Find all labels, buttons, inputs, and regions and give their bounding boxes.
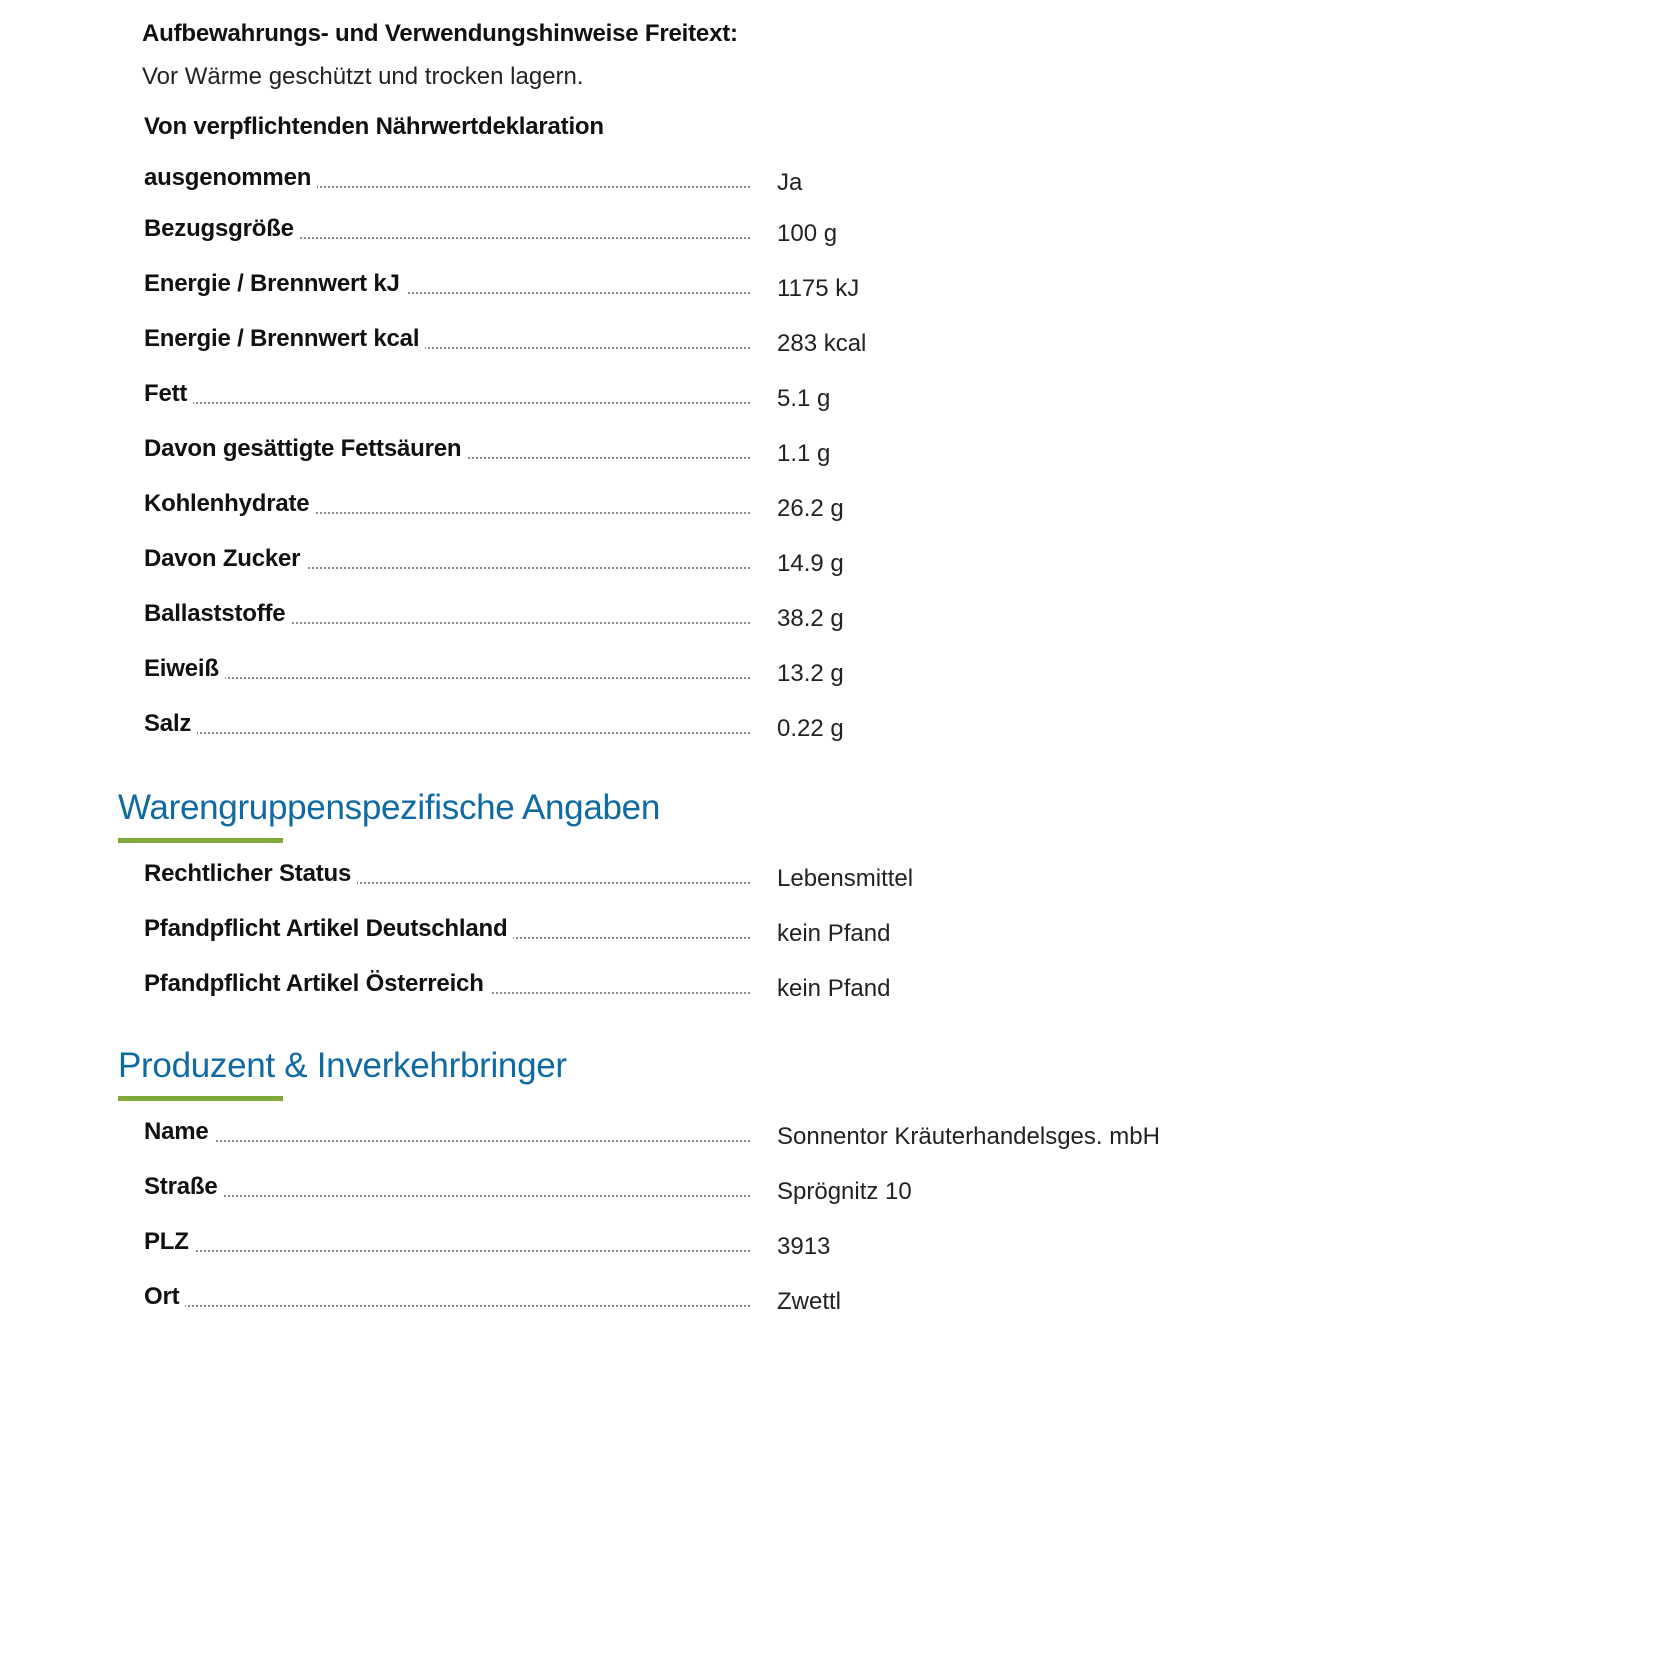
row-label: Name [144, 1117, 215, 1147]
row-value: Lebensmittel [777, 865, 914, 892]
row-value: 3913 [777, 1233, 831, 1260]
row-value: 1.1 g [777, 440, 831, 467]
dotted-leader [144, 1140, 750, 1142]
row-label: Rechtlicher Status [144, 859, 357, 889]
nutrition-row [144, 709, 1544, 749]
row-value: 26.2 g [777, 495, 844, 522]
row-label: Kohlenhydrate [144, 489, 315, 519]
section-title-produzent: Produzent & Inverkehrbringer [118, 1046, 567, 1085]
row-value: Ja [777, 169, 803, 196]
nutrition-row [144, 544, 1544, 584]
row-label: Bezugsgröße [144, 214, 300, 244]
produzent-row [144, 1172, 1544, 1212]
nutrition-exempt-label: Von verpflichtenden Nährwertdeklaration [144, 113, 604, 140]
section-underline [118, 838, 283, 843]
row-label: Energie / Brennwert kJ [144, 269, 406, 299]
row-label: Straße [144, 1172, 224, 1202]
row-label: Pfandpflicht Artikel Deutschland [144, 914, 513, 944]
nutrition-row [144, 214, 1544, 254]
row-label: Fett [144, 379, 193, 409]
row-label: Salz [144, 709, 197, 739]
row-value: kein Pfand [777, 920, 891, 947]
produzent-row [144, 1117, 1544, 1157]
nutrition-row [144, 379, 1544, 419]
warengruppe-row [144, 969, 1544, 1009]
row-label: Ort [144, 1282, 185, 1312]
row-value: 14.9 g [777, 550, 844, 577]
row-value: 100 g [777, 220, 838, 247]
dotted-leader [144, 677, 750, 679]
row-label: ausgenommen [144, 163, 317, 193]
row-label: Eiweiß [144, 654, 225, 684]
row-value: 0.22 g [777, 715, 844, 742]
produzent-row [144, 1227, 1544, 1267]
section-underline [118, 1096, 283, 1101]
dotted-leader [144, 1305, 750, 1307]
row-value: Zwettl [777, 1288, 842, 1315]
storage-label: Aufbewahrungs- und Verwendungshinweise Freitext: [142, 20, 738, 47]
dotted-leader [144, 1250, 750, 1252]
row-value: 38.2 g [777, 605, 844, 632]
nutrition-row [144, 489, 1544, 529]
storage-text: Vor Wärme geschützt und trocken lagern. [142, 63, 584, 90]
row-label: Pfandpflicht Artikel Österreich [144, 969, 490, 999]
nutrition-row [144, 599, 1544, 639]
section-title-warengruppe: Warengruppenspezifische Angaben [118, 788, 661, 827]
row-label: Ballaststoffe [144, 599, 291, 629]
warengruppe-row [144, 859, 1544, 899]
nutrition-row [144, 163, 1544, 203]
dotted-leader [144, 732, 750, 734]
row-label: Davon Zucker [144, 544, 306, 574]
row-label: Davon gesättigte Fettsäuren [144, 434, 467, 464]
row-value: Sonnentor Kräuterhandelsges. mbH [777, 1123, 1160, 1150]
dotted-leader [144, 402, 750, 404]
row-label: Energie / Brennwert kcal [144, 324, 425, 354]
nutrition-row [144, 654, 1544, 694]
nutrition-row [144, 324, 1544, 364]
row-value: Sprögnitz 10 [777, 1178, 912, 1205]
row-value: 13.2 g [777, 660, 844, 687]
warengruppe-row [144, 914, 1544, 954]
row-value: 1175 kJ [777, 275, 860, 302]
row-value: kein Pfand [777, 975, 891, 1002]
produzent-row [144, 1282, 1544, 1322]
row-label: PLZ [144, 1227, 195, 1257]
nutrition-row [144, 269, 1544, 309]
dotted-leader [144, 1195, 750, 1197]
row-value: 5.1 g [777, 385, 831, 412]
nutrition-row [144, 434, 1544, 474]
row-value: 283 kcal [777, 330, 867, 357]
